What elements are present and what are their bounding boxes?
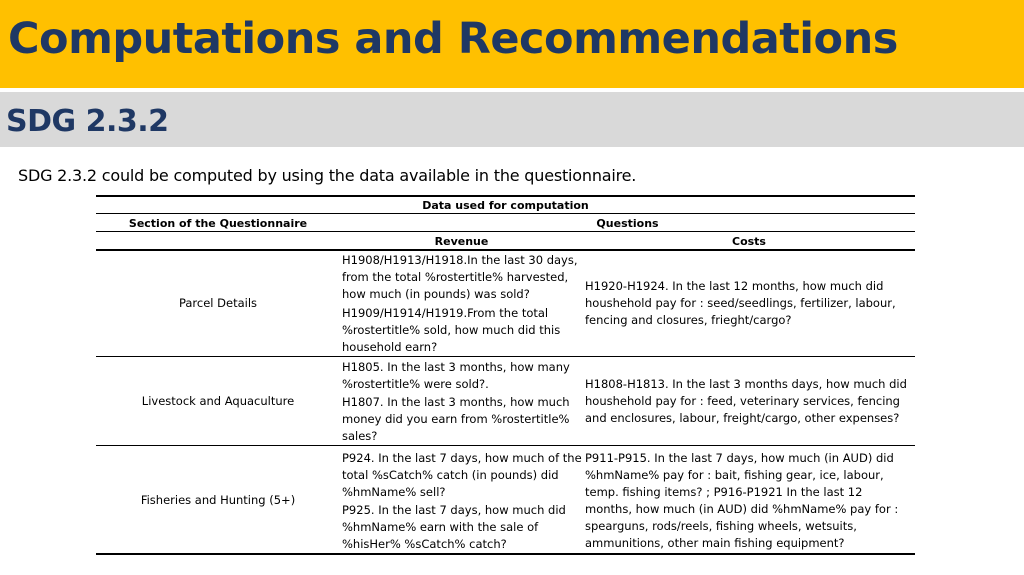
page-title: Computations and Recommendations [8,14,898,64]
question-line: houshehold pay for : feed, veterinary services, fencing [585,394,900,408]
question-line: %rostertitle% were sold?. [342,377,489,391]
question-line: %rostertitle% sold, how much did this [342,323,561,337]
question-line: houshehold pay for : seed/seedlings, fertilizer, labour, [585,296,896,310]
question-line: H1920-H1924. In the last 12 months, how much did [585,279,884,293]
question-line: and enclosures, labour, freight/cargo, other expenses? [585,411,900,425]
question-line: P925. In the last 7 days, how much did [342,503,566,517]
costs-question [585,450,898,552]
question-line: months, how much (in AUD) did %hmName% pay for : [585,502,899,516]
question-line: ammunitions, other main fishing equipment? [585,536,845,550]
revenue-question [342,450,582,501]
table-rule-header-bottom [96,249,915,251]
question-line: %hmName% pay for : bait, fishing gear, ice, labour, [585,468,884,482]
column-header-costs: Costs [732,235,766,248]
table-rule-row [96,445,915,446]
table-rule [96,231,915,232]
question-line: household earn? [342,340,438,354]
revenue-question [342,359,570,393]
table-rule-bottom [96,553,915,555]
question-line: fencing and closures, frieght/cargo? [585,313,792,327]
column-header-revenue: Revenue [434,235,489,248]
page-subtitle: SDG 2.3.2 [6,104,169,139]
question-line: how much (in pounds) was sold? [342,287,530,301]
section-livestock-aquaculture: Livestock and Aquaculture [141,394,295,408]
costs-question [585,376,907,427]
table-caption: Data used for computation [422,199,589,212]
question-line: H1808-H1813. In the last 3 months days, how much did [585,377,907,391]
question-line: H1909/H1914/H1919.From the total [342,306,549,320]
intro-text: SDG 2.3.2 could be computed by using the data available in the questionnaire. [18,166,637,185]
question-line: total %sCatch% catch (in pounds) did [342,468,559,482]
question-line: H1805. In the last 3 months, how many [342,360,570,374]
question-line: temp. fishing items? ; P916-P1921 In the last 12 [585,485,863,499]
question-line: money did you earn from %rostertitle% [342,412,570,426]
question-line: spearguns, rods/reels, fishing wheels, wetsuits, [585,519,857,533]
question-line: P924. In the last 7 days, how much of the [342,451,582,465]
question-line: H1807. In the last 3 months, how much [342,395,570,409]
question-line: from the total %rostertitle% harvested, [342,270,569,284]
revenue-question [342,305,560,356]
column-header-questions: Questions [596,217,659,230]
table-rule [96,213,915,214]
revenue-question [342,252,578,303]
question-line: P911-P915. In the last 7 days, how much (in AUD) did [585,451,894,465]
question-line: H1908/H1913/H1918.In the last 30 days, [342,253,578,267]
revenue-question [342,394,570,445]
costs-question [585,278,896,329]
section-fisheries-hunting: Fisheries and Hunting (5+) [140,493,296,507]
question-line: %hmName% earn with the sale of [342,520,539,534]
question-line: %hmName% sell? [342,485,446,499]
table-rule-top [96,195,915,197]
question-line: %hisHer% %sCatch% catch? [342,537,507,551]
section-parcel-details: Parcel Details [178,296,258,310]
column-header-section: Section of the Questionnaire [128,217,308,230]
revenue-question [342,502,566,553]
table-rule-row [96,356,915,357]
question-line: sales? [342,429,378,443]
